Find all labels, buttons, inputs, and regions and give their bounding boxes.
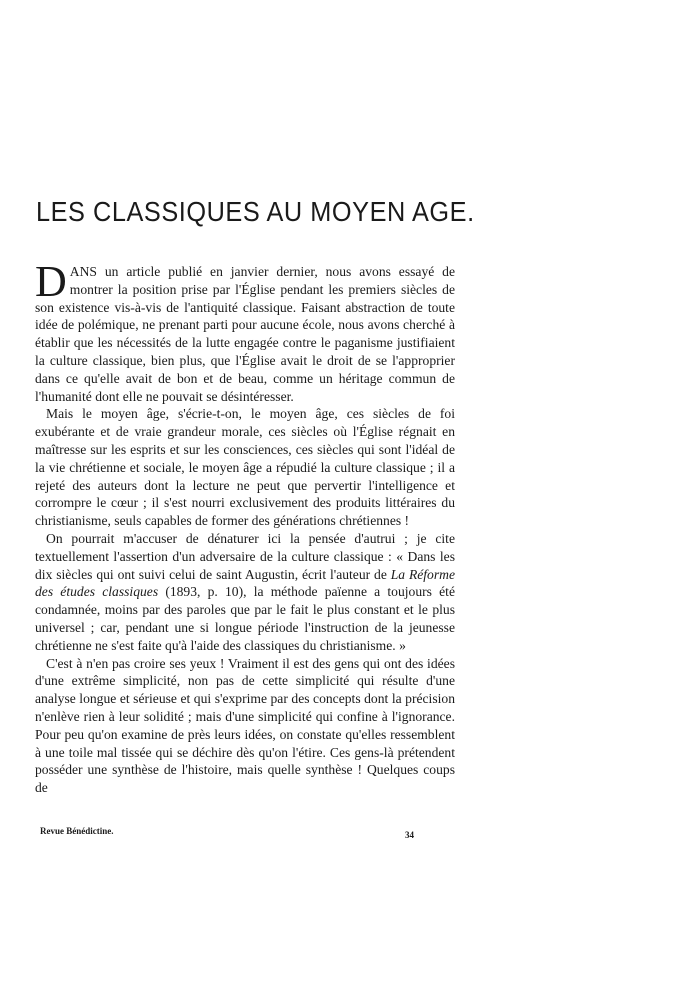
paragraph-1-text: un article publié en janvier dernier, nous avons essayé de montrer la position prise par l'Église pendant les premiers siècles de son existence vis-à-vis de l'antiquité classique. Faisant abstraction de toute idée de polémique, ne prenant parti pour aucune école, nous avons cherché à établir que les nécessités de la lutte engagée contre le paganisme justifiaient la culture classique, bien plus, que l'Église avait le droit de se l'approprier dans ce qu'elle avait de bon et de beau, comme un héritage commun de l'humanité dont elle ne pouvait se désintéresser. <box>35 264 455 404</box>
article-body <box>35 257 455 797</box>
paragraph-3-text-start: On pourrait m'accuser de dénaturer ici la pensée d'autrui ; je cite textuellement l'assertion d'un adversaire de la culture classique : « Dans les dix siècles qui ont suivi celui de saint Augustin, écrit l'auteur de <box>35 530 455 582</box>
paragraph-4: C'est à n'en pas croire ses yeux ! Vraiment il est des gens qui ont des idées d'une extrême simplicité, non pas de cette simplicité qui résulte d'une analyse longue et sérieuse et qui s'exprime par des concepts dont la précision n'enlève rien à leur solidité ; mais d'une simplicité qui confine à l'ignorance. Pour peu qu'on examine de près leurs idées, on constate qu'elles ressemblent à une toile mal tissée qui se déchire dès qu'on l'étire. Ces gens-là prétendent posséder une synthèse de l'histoire, mais quelle synthèse ! Quelques coups de <box>35 655 455 796</box>
article-title: LES CLASSIQUES AU MOYEN AGE. <box>36 196 475 227</box>
paragraph-2: Mais le moyen âge, s'écrie-t-on, le moyen âge, ces siècles de foi exubérante et de vraie grandeur morale, ces siècles où l'Église régnait en maîtresse sur les esprits et sur les consciences, ces siècles qui sont l'idéal de la vie chrétienne et sociale, le moyen âge a répudié la culture classique ; il a rejeté des auteurs dont la lecture ne peut que pervertir l'intelligence et corrompre le cœur ; il s'est nourri exclusivement des produits littéraires du christianisme, seuls capables de former des générations chrétiennes ! <box>35 406 455 529</box>
cited-work-title: La Réforme des études classiques <box>35 566 455 600</box>
signature-mark: 34 <box>405 830 414 840</box>
paragraph-3 <box>35 530 455 655</box>
paragraph-3-text-end: (1893, p. 10), la méthode païenne a toujours été condamnée, moins par des paroles que par le fait le plus constant et le plus universel ; car, pendant une si longue période l'instruction de la jeunesse chrétienne ne s'est faite qu'à l'aide des classiques du christianisme. » <box>35 584 455 653</box>
paragraph-1 <box>35 257 455 405</box>
drop-cap: D <box>35 257 67 306</box>
first-word: ANS <box>69 264 97 279</box>
journal-footer: Revue Bénédictine. <box>40 826 114 836</box>
